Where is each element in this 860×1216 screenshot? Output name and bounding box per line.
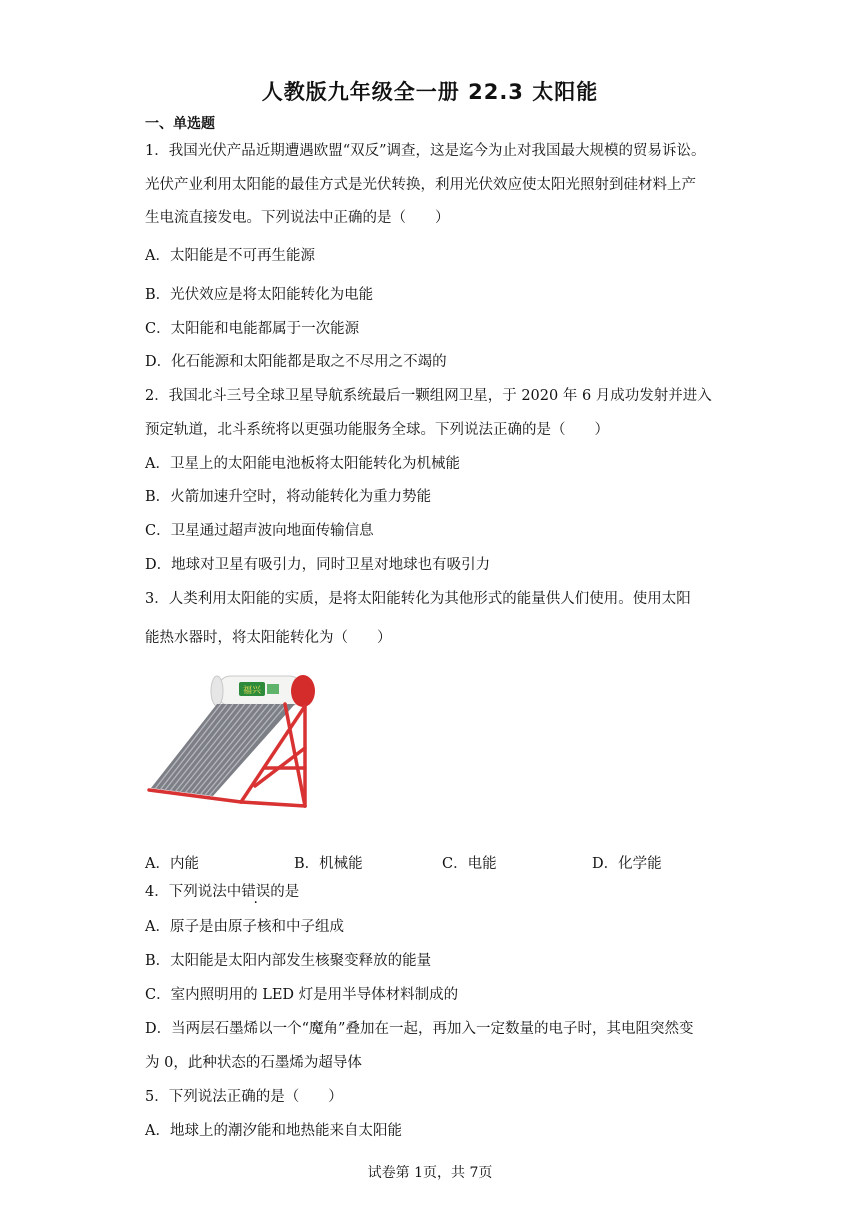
q3-stem-line-2: 能热水器时，将太阳能转化为（ ） (145, 630, 392, 646)
q3-option-d: D．化学能 (592, 856, 662, 872)
q1-stem-line-2: 光伏产业利用太阳能的最佳方式是光伏转换，利用光伏效应使太阳光照射到硅材料上产 (145, 177, 696, 193)
q1-option-d: D．化石能源和太阳能都是取之不尽用之不竭的 (145, 354, 447, 370)
q1-option-a: A．太阳能是不可再生能源 (145, 248, 315, 264)
q3-option-a: A．内能 (145, 856, 199, 872)
q3-stem-line-1: 3．人类利用太阳能的实质，是将太阳能转化为其他形式的能量供人们使用。使用太阳 (145, 591, 691, 607)
q2-option-d: D．地球对卫星有吸引力，同时卫星对地球也有吸引力 (145, 557, 491, 573)
q4-stem (145, 885, 299, 900)
q4-stem-suffix: 的是 (270, 884, 300, 900)
q1-stem-line-3: 生电流直接发电。下列说法中正确的是（ ） (145, 210, 450, 226)
page-title: 人教版九年级全一册 22.3 太阳能 (261, 80, 599, 104)
q4-option-d-line-1: D．当两层石墨烯以一个“魔角”叠加在一起，再加入一定数量的电子时，其电阻突然变 (145, 1021, 694, 1037)
q4-option-a: A．原子是由原子核和中子组成 (145, 919, 344, 935)
q4-stem-prefix: 4．下列说法中 (145, 884, 242, 900)
q2-stem-line-2: 预定轨道，北斗系统将以更强功能服务全球。下列说法正确的是（ ） (145, 422, 609, 438)
q1-stem-line-1: 1．我国光伏产品近期遭遇欧盟“双反”调查，这是迄今为止对我国最大规模的贸易诉讼。 (145, 143, 706, 159)
q1-option-b: B．光伏效应是将太阳能转化为电能 (145, 287, 374, 303)
q2-option-c: C．卫星通过超声波向地面传输信息 (145, 523, 374, 539)
q4-option-c: C．室内照明用的 LED 灯是用半导体材料制成的 (145, 987, 459, 1003)
q5-option-a: A．地球上的潮汐能和地热能来自太阳能 (145, 1123, 402, 1139)
q1-option-c: C．太阳能和电能都属于一次能源 (145, 321, 360, 337)
q4-option-b: B．太阳能是太阳内部发生核聚变释放的能量 (145, 953, 432, 969)
q2-stem-line-1: 2．我国北斗三号全球卫星导航系统最后一颗组网卫星，于 2020 年 6 月成功发射并进入 (145, 388, 712, 404)
q4-option-d-line-2: 为 0，此种状态的石墨烯为超导体 (145, 1055, 362, 1071)
q4-stem-emphasis: 错误 (241, 884, 271, 900)
q5-stem: 5．下列说法正确的是（ ） (145, 1089, 343, 1105)
q3-option-c: C．电能 (442, 856, 497, 872)
solar-water-heater-image (145, 668, 325, 828)
q2-option-a: A．卫星上的太阳能电池板将太阳能转化为机械能 (145, 456, 460, 472)
q2-option-b: B．火箭加速升空时，将动能转化为重力势能 (145, 489, 432, 505)
section-heading: 一、单选题 (145, 116, 215, 132)
page-footer: 试卷第 1页，共 7页 (367, 1165, 493, 1181)
q3-option-b: B．机械能 (294, 856, 363, 872)
brand-logo-text: 福兴 (242, 686, 262, 696)
